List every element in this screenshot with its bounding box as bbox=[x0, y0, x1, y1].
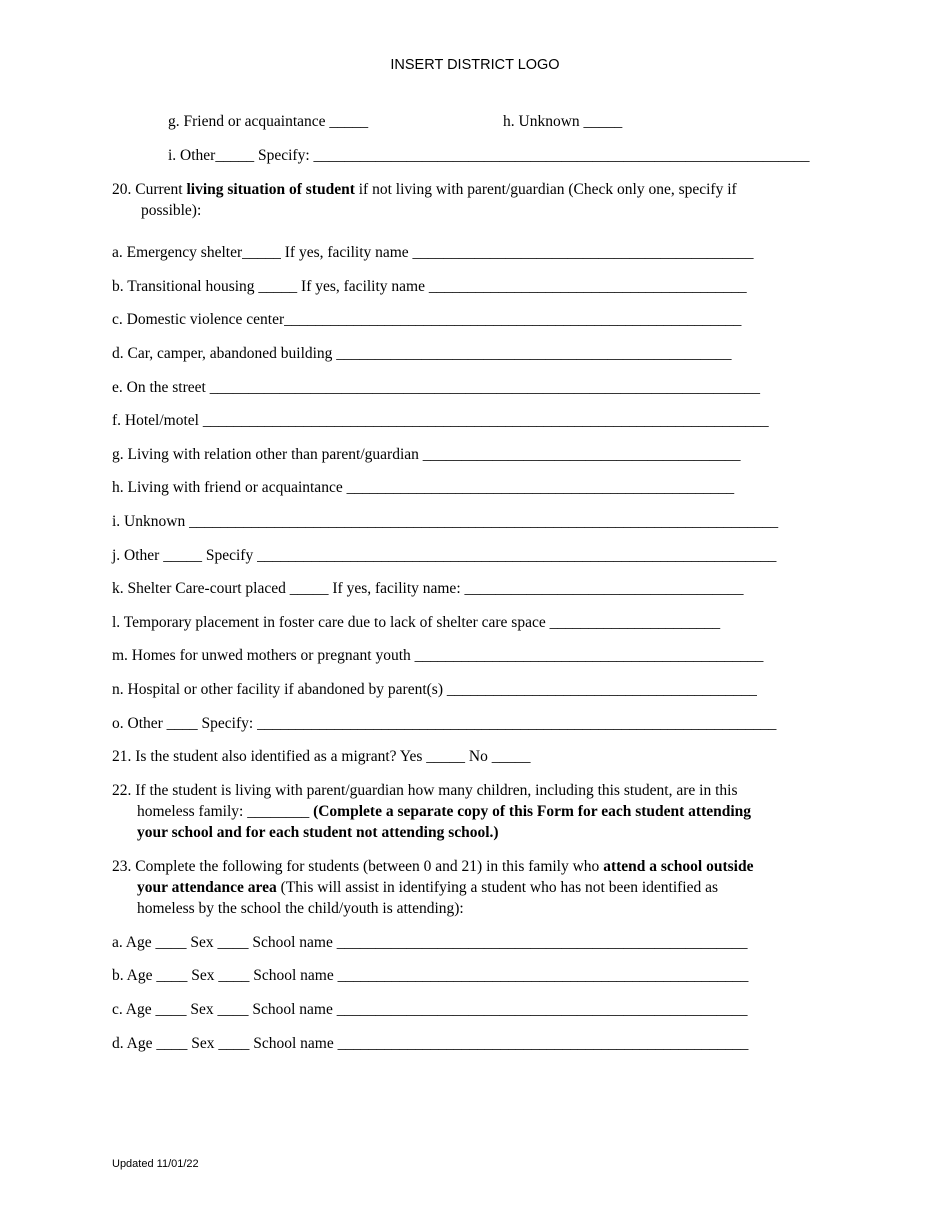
prior-option-i[interactable]: i. Other_____ Specify: ________________________________________________________________ bbox=[168, 147, 810, 164]
q23-line2-plain: (This will assist in identifying a student who has not been identified as bbox=[276, 879, 719, 896]
prior-option-h[interactable]: h. Unknown _____ bbox=[503, 113, 623, 130]
q20-bold: living situation of student bbox=[186, 181, 355, 198]
q20-option-g[interactable]: g. Living with relation other than parent/guardian _________________________________________ bbox=[112, 446, 741, 463]
q23-line2 bbox=[137, 878, 718, 898]
q23-line1 bbox=[112, 857, 753, 877]
q22-line1: 22. If the student is living with parent/guardian how many children, including this student, are in this bbox=[112, 782, 738, 799]
q23-row-b[interactable]: b. Age ____ Sex ____ School name _____________________________________________________ bbox=[112, 967, 749, 984]
q20-option-j[interactable]: j. Other _____ Specify ___________________________________________________________________ bbox=[112, 547, 777, 564]
prior-option-g[interactable]: g. Friend or acquaintance _____ bbox=[168, 113, 369, 130]
q20-option-e[interactable]: e. On the street _______________________________________________________________________ bbox=[112, 379, 760, 396]
q22-instruction: (Complete a separate copy of this Form for each student attending bbox=[313, 803, 752, 820]
q20-option-h[interactable]: h. Living with friend or acquaintance __________________________________________________ bbox=[112, 479, 735, 496]
q20-option-m[interactable]: m. Homes for unwed mothers or pregnant youth _____________________________________________ bbox=[112, 647, 764, 664]
district-logo-placeholder: INSERT DISTRICT LOGO bbox=[390, 57, 560, 73]
q20-option-k[interactable]: k. Shelter Care-court placed _____ If yes, facility name: ____________________________________ bbox=[112, 580, 744, 597]
q21-migrant[interactable]: 21. Is the student also identified as a migrant? Yes _____ No _____ bbox=[112, 748, 531, 765]
q20-prefix: 20. Current bbox=[112, 181, 187, 198]
q20-prompt bbox=[112, 180, 737, 200]
updated-date: Updated 11/01/22 bbox=[112, 1158, 199, 1170]
q23-line3: homeless by the school the child/youth is attending): bbox=[137, 900, 464, 917]
q20-option-i[interactable]: i. Unknown ____________________________________________________________________________ bbox=[112, 513, 779, 530]
q23-row-d[interactable]: d. Age ____ Sex ____ School name _____________________________________________________ bbox=[112, 1035, 749, 1052]
q22-children-count[interactable]: homeless family: ________ bbox=[137, 803, 314, 820]
q20-option-l[interactable]: l. Temporary placement in foster care due to lack of shelter care space ______________________ bbox=[112, 614, 721, 631]
q23-row-a[interactable]: a. Age ____ Sex ____ School name _____________________________________________________ bbox=[112, 934, 748, 951]
q20-option-n[interactable]: n. Hospital or other facility if abandoned by parent(s) ________________________________________ bbox=[112, 681, 757, 698]
q20-prompt-cont: possible): bbox=[141, 202, 202, 219]
q20-option-c[interactable]: c. Domestic violence center___________________________________________________________ bbox=[112, 311, 742, 328]
q20-option-o[interactable]: o. Other ____ Specify: ___________________________________________________________________ bbox=[112, 715, 777, 732]
q23-line1-plain: 23. Complete the following for students (between 0 and 21) in this family who bbox=[112, 858, 604, 875]
q23-row-c[interactable]: c. Age ____ Sex ____ School name _____________________________________________________ bbox=[112, 1001, 748, 1018]
q20-option-d[interactable]: d. Car, camper, abandoned building ___________________________________________________ bbox=[112, 345, 732, 362]
q22-instruction-cont: your school and for each student not attending school.) bbox=[137, 824, 499, 841]
q22-line2[interactable] bbox=[137, 802, 751, 822]
q20-suffix: if not living with parent/guardian (Check only one, specify if bbox=[354, 181, 737, 198]
q23-line2-bold: your attendance area bbox=[137, 879, 277, 896]
q23-line1-bold: attend a school outside bbox=[603, 858, 754, 875]
q20-option-b[interactable]: b. Transitional housing _____ If yes, facility name _________________________________________ bbox=[112, 278, 747, 295]
q20-option-f[interactable]: f. Hotel/motel _________________________________________________________________________ bbox=[112, 412, 769, 429]
q20-option-a[interactable]: a. Emergency shelter_____ If yes, facility name ____________________________________________ bbox=[112, 244, 754, 261]
